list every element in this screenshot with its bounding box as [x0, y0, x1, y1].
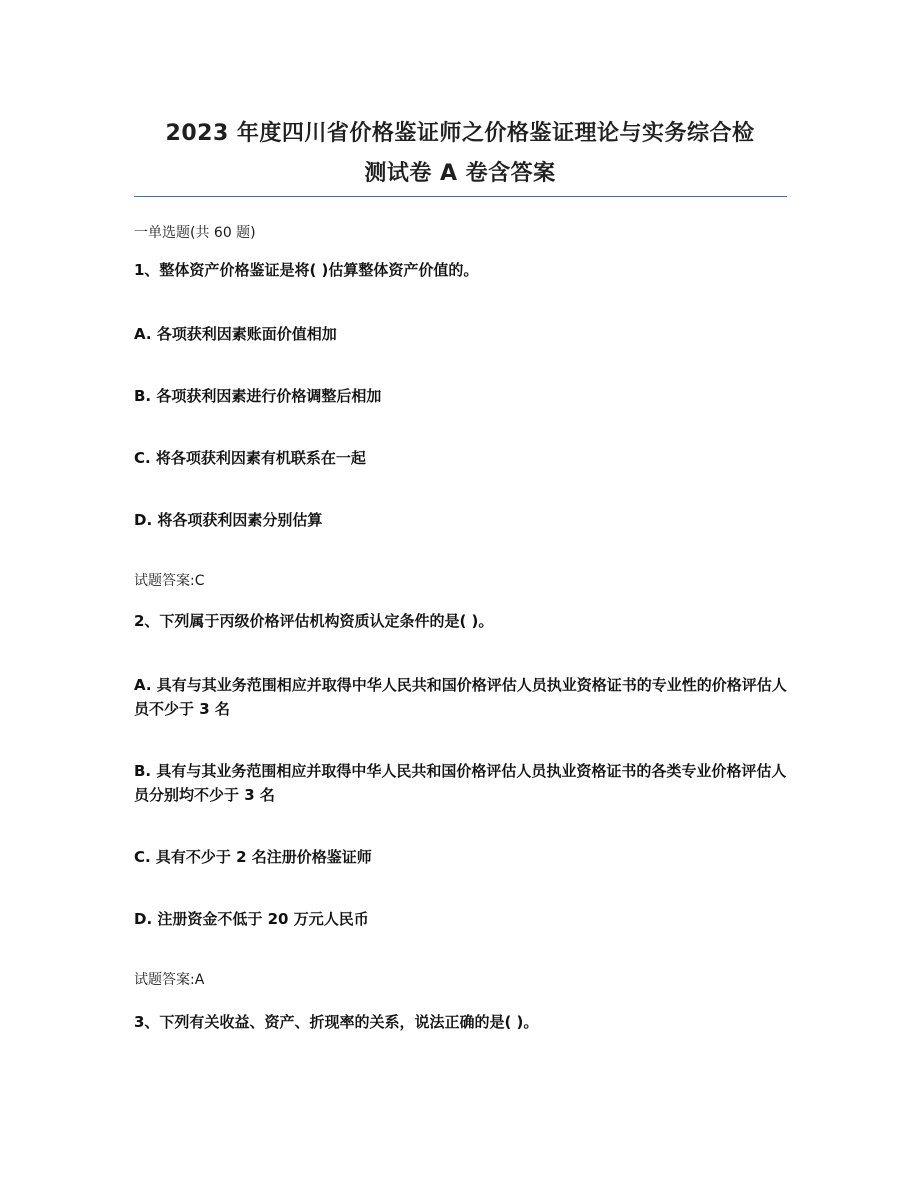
document-title	[120, 114, 800, 194]
question-3-stem: 3、下列有关收益、资产、折现率的关系，说法正确的是( )。	[134, 1013, 539, 1031]
question-2-option-a: A. 具有与其业务范围相应并取得中华人民共和国价格评估人员执业资格证书的专业性的价格评估人员不少于 3 名	[134, 676, 787, 718]
question-2-option-c: C. 具有不少于 2 名注册价格鉴证师	[134, 848, 372, 866]
question-1-option-d: D. 将各项获利因素分别估算	[134, 511, 323, 529]
question-1-stem: 1、整体资产价格鉴证是将( )估算整体资产价值的。	[134, 261, 479, 279]
question-1-option-c: C. 将各项获利因素有机联系在一起	[134, 449, 366, 467]
question-2-answer: 试题答案:A	[134, 972, 205, 988]
question-1-option-a: A. 各项获利因素账面价值相加	[134, 325, 337, 343]
question-1-option-b: B. 各项获利因素进行价格调整后相加	[134, 387, 382, 405]
question-1-answer: 试题答案:C	[134, 573, 205, 589]
question-2-stem: 2、下列属于丙级价格评估机构资质认定条件的是( )。	[134, 612, 494, 630]
section-header: 一单选题(共 60 题)	[134, 225, 256, 241]
title-line-1: 2023 年度四川省价格鉴证师之价格鉴证理论与实务综合检	[165, 121, 755, 146]
question-2-option-d: D. 注册资金不低于 20 万元人民币	[134, 910, 369, 928]
question-2-option-b: B. 具有与其业务范围相应并取得中华人民共和国价格评估人员执业资格证书的各类专业价格评估人员分别均不少于 3 名	[134, 762, 787, 804]
title-line-2: 测试卷 A 卷含答案	[364, 161, 556, 186]
title-divider	[134, 196, 787, 197]
